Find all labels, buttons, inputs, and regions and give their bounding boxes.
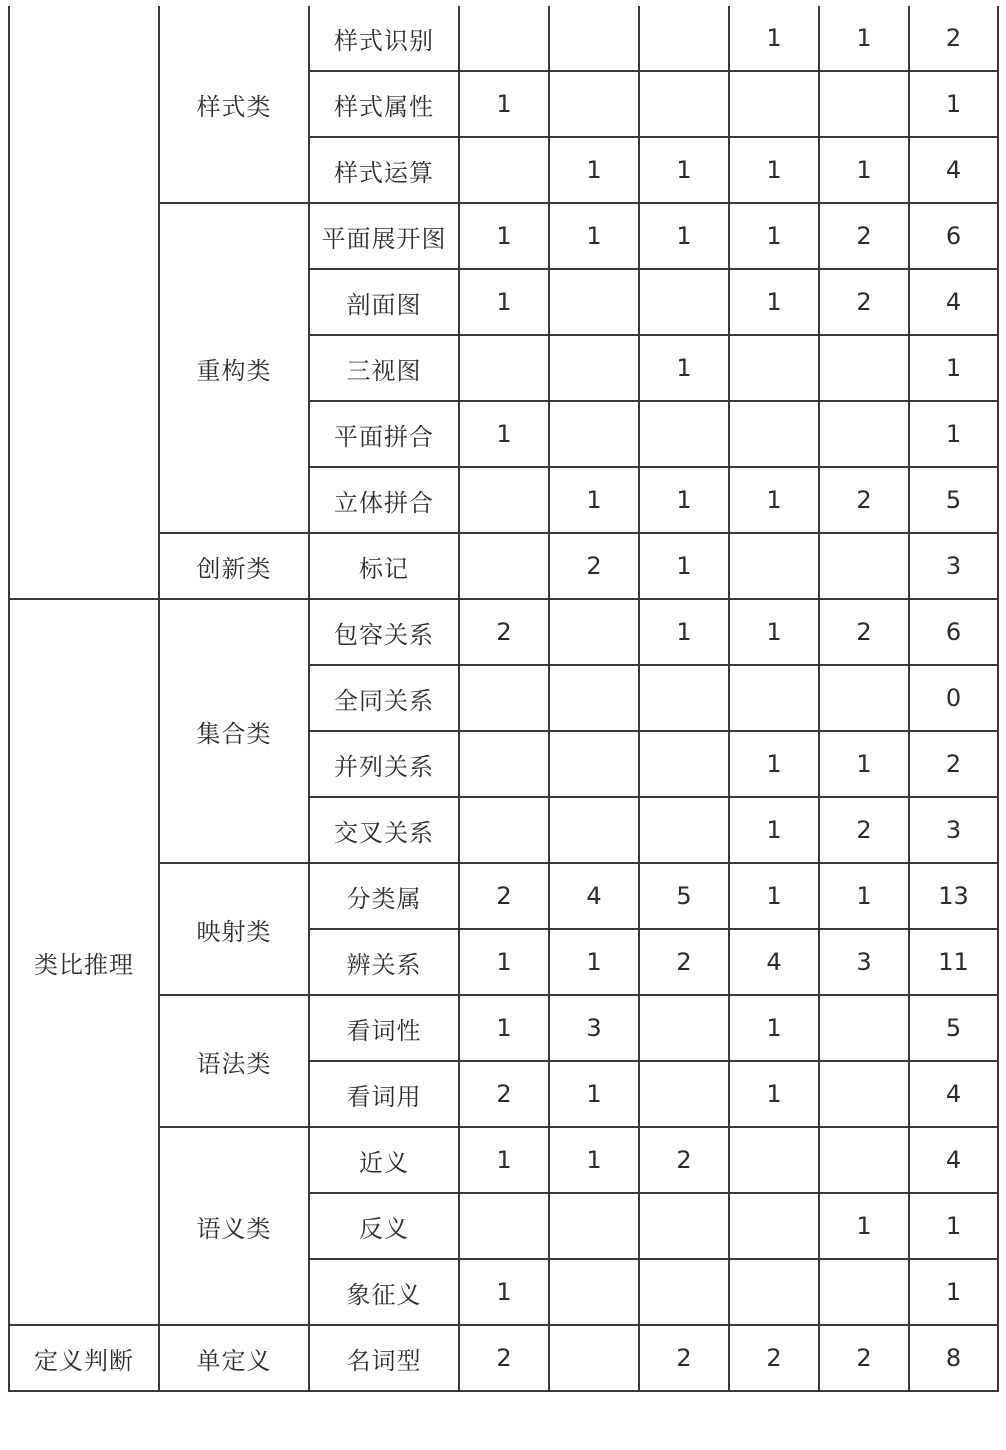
subcategory-cell: 单定义 [159, 1325, 309, 1391]
count-cell: 1 [729, 731, 819, 797]
count-cell: 1 [459, 269, 549, 335]
count-cell [639, 731, 729, 797]
count-cell: 2 [819, 1325, 909, 1391]
item-cell: 名词型 [309, 1325, 459, 1391]
count-cell [549, 6, 639, 71]
count-cell: 1 [459, 203, 549, 269]
total-cell: 13 [909, 863, 998, 929]
count-cell: 1 [639, 137, 729, 203]
count-cell [639, 665, 729, 731]
item-cell: 全同关系 [309, 665, 459, 731]
count-cell: 1 [819, 6, 909, 71]
count-cell [639, 1259, 729, 1325]
count-cell: 2 [549, 533, 639, 599]
count-cell [819, 1127, 909, 1193]
count-cell [819, 1061, 909, 1127]
item-cell: 近义 [309, 1127, 459, 1193]
count-cell: 1 [729, 203, 819, 269]
count-cell: 1 [729, 269, 819, 335]
subcategory-cell: 语义类 [159, 1127, 309, 1325]
count-cell: 1 [459, 1259, 549, 1325]
count-cell [639, 71, 729, 137]
count-cell: 1 [639, 533, 729, 599]
count-cell [729, 1127, 819, 1193]
count-cell: 1 [729, 6, 819, 71]
count-cell: 2 [459, 1325, 549, 1391]
count-cell [459, 467, 549, 533]
count-cell: 2 [459, 863, 549, 929]
count-cell: 1 [729, 467, 819, 533]
count-cell [459, 533, 549, 599]
total-cell: 2 [909, 6, 998, 71]
count-cell [549, 797, 639, 863]
count-cell: 1 [459, 929, 549, 995]
total-cell: 4 [909, 137, 998, 203]
count-cell: 2 [819, 797, 909, 863]
item-cell: 立体拼合 [309, 467, 459, 533]
table-row [9, 599, 998, 665]
total-cell: 5 [909, 995, 998, 1061]
count-cell: 1 [549, 929, 639, 995]
count-cell: 1 [729, 995, 819, 1061]
item-cell: 辨关系 [309, 929, 459, 995]
count-cell: 1 [639, 335, 729, 401]
count-cell [819, 1259, 909, 1325]
count-cell [459, 6, 549, 71]
total-cell: 5 [909, 467, 998, 533]
count-cell [549, 731, 639, 797]
total-cell: 4 [909, 1127, 998, 1193]
count-cell: 1 [819, 863, 909, 929]
count-cell: 1 [639, 599, 729, 665]
count-cell [639, 269, 729, 335]
count-cell [459, 731, 549, 797]
count-cell: 4 [729, 929, 819, 995]
count-cell [639, 6, 729, 71]
count-cell: 1 [549, 137, 639, 203]
count-cell: 1 [819, 137, 909, 203]
count-cell [729, 1259, 819, 1325]
count-cell [549, 1193, 639, 1259]
count-cell [459, 1193, 549, 1259]
item-cell: 样式识别 [309, 6, 459, 71]
count-cell [729, 665, 819, 731]
count-cell [639, 1193, 729, 1259]
count-cell [819, 533, 909, 599]
count-cell: 1 [639, 203, 729, 269]
count-cell [459, 797, 549, 863]
total-cell: 2 [909, 731, 998, 797]
count-cell: 5 [639, 863, 729, 929]
total-cell: 4 [909, 269, 998, 335]
item-cell: 象征义 [309, 1259, 459, 1325]
count-cell: 1 [819, 731, 909, 797]
subcategory-cell: 创新类 [159, 533, 309, 599]
category-cell: 类比推理 [9, 599, 159, 1325]
item-cell: 平面展开图 [309, 203, 459, 269]
count-cell [639, 1061, 729, 1127]
count-cell: 2 [459, 599, 549, 665]
count-cell: 3 [819, 929, 909, 995]
count-cell: 1 [729, 599, 819, 665]
category-cell: 定义判断 [9, 1325, 159, 1391]
item-cell: 交叉关系 [309, 797, 459, 863]
total-cell: 1 [909, 71, 998, 137]
count-cell [729, 71, 819, 137]
total-cell: 1 [909, 335, 998, 401]
item-cell: 样式属性 [309, 71, 459, 137]
count-cell [549, 401, 639, 467]
count-cell: 1 [459, 71, 549, 137]
count-cell [729, 401, 819, 467]
count-cell: 1 [729, 797, 819, 863]
item-cell: 三视图 [309, 335, 459, 401]
total-cell: 1 [909, 1193, 998, 1259]
count-cell [549, 1259, 639, 1325]
count-cell: 2 [639, 929, 729, 995]
count-cell [729, 533, 819, 599]
count-cell: 2 [819, 203, 909, 269]
count-cell: 1 [549, 467, 639, 533]
count-cell [819, 71, 909, 137]
count-cell: 2 [819, 467, 909, 533]
item-cell: 反义 [309, 1193, 459, 1259]
count-cell [549, 269, 639, 335]
total-cell: 1 [909, 401, 998, 467]
table-row [9, 1325, 998, 1391]
count-cell [459, 665, 549, 731]
count-cell: 1 [549, 1061, 639, 1127]
count-cell [549, 1325, 639, 1391]
subcategory-cell: 映射类 [159, 863, 309, 995]
subcategory-cell: 集合类 [159, 599, 309, 863]
count-cell [819, 335, 909, 401]
item-cell: 平面拼合 [309, 401, 459, 467]
count-cell: 1 [639, 467, 729, 533]
count-cell: 2 [459, 1061, 549, 1127]
count-cell [819, 665, 909, 731]
total-cell: 3 [909, 797, 998, 863]
count-cell: 1 [729, 1061, 819, 1127]
item-cell: 包容关系 [309, 599, 459, 665]
item-cell: 分类属 [309, 863, 459, 929]
count-cell: 2 [729, 1325, 819, 1391]
count-cell [549, 335, 639, 401]
item-cell: 并列关系 [309, 731, 459, 797]
item-cell: 看词用 [309, 1061, 459, 1127]
count-cell: 2 [639, 1325, 729, 1391]
count-cell: 1 [459, 1127, 549, 1193]
count-cell: 1 [459, 995, 549, 1061]
subcategory-cell: 重构类 [159, 203, 309, 533]
count-cell [549, 71, 639, 137]
item-cell: 剖面图 [309, 269, 459, 335]
count-cell: 2 [819, 269, 909, 335]
count-cell: 1 [729, 137, 819, 203]
item-cell: 看词性 [309, 995, 459, 1061]
count-cell [639, 797, 729, 863]
count-cell [459, 335, 549, 401]
total-cell: 3 [909, 533, 998, 599]
count-cell [729, 335, 819, 401]
category-cell [9, 6, 159, 599]
count-cell: 4 [549, 863, 639, 929]
count-cell: 1 [729, 863, 819, 929]
count-cell [459, 137, 549, 203]
item-cell: 样式运算 [309, 137, 459, 203]
count-cell [639, 995, 729, 1061]
count-cell: 3 [549, 995, 639, 1061]
count-cell [729, 1193, 819, 1259]
subcategory-cell: 样式类 [159, 6, 309, 203]
count-cell: 2 [819, 599, 909, 665]
total-cell: 4 [909, 1061, 998, 1127]
total-cell: 6 [909, 203, 998, 269]
question-type-stats-table [8, 6, 999, 1392]
count-cell [549, 665, 639, 731]
count-cell [819, 401, 909, 467]
count-cell [639, 401, 729, 467]
count-cell [549, 599, 639, 665]
item-cell: 标记 [309, 533, 459, 599]
count-cell: 1 [819, 1193, 909, 1259]
count-cell: 1 [459, 401, 549, 467]
count-cell: 1 [549, 203, 639, 269]
count-cell: 1 [549, 1127, 639, 1193]
total-cell: 0 [909, 665, 998, 731]
subcategory-cell: 语法类 [159, 995, 309, 1127]
count-cell: 2 [639, 1127, 729, 1193]
table-row [9, 6, 998, 71]
count-cell [819, 995, 909, 1061]
total-cell: 8 [909, 1325, 998, 1391]
total-cell: 6 [909, 599, 998, 665]
total-cell: 11 [909, 929, 998, 995]
total-cell: 1 [909, 1259, 998, 1325]
